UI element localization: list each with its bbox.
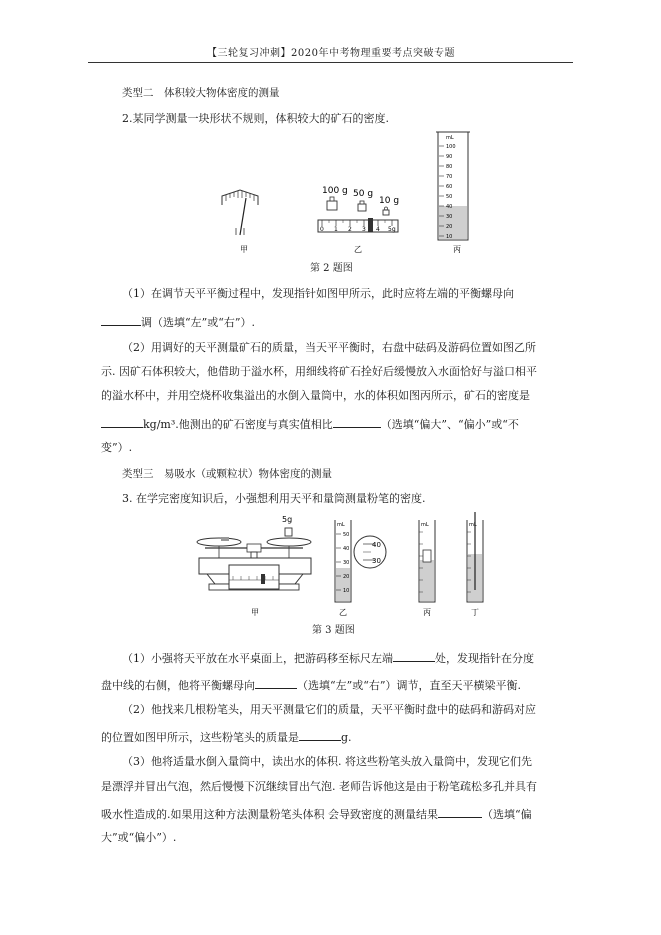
cyl2-tick-40: 40 (446, 204, 453, 210)
q2-part2-line4: kg/m³.他测出的矿石密度与真实值相比 （选填“偏大”、“偏小”或“不 (101, 416, 519, 432)
figure-2-weights-and-scale (318, 186, 399, 233)
figure-3-label-b: 乙 (339, 608, 347, 617)
scale-tick-1: 1 (334, 226, 338, 233)
q2-answer-blank-2[interactable] (101, 416, 143, 428)
cyl2-tick-60: 60 (446, 184, 453, 190)
mass-label-5g: 5g (282, 515, 293, 524)
cylb-tick-20: 20 (343, 574, 350, 580)
figure-2-dial (222, 190, 258, 235)
q3-answer-blank-1[interactable] (393, 650, 435, 662)
cyl-d-unit: mL (469, 522, 477, 528)
scale-tick-2: 2 (348, 226, 352, 233)
figure-2-label-a: 甲 (240, 245, 248, 254)
mass-label-100g: 100 g (322, 186, 348, 196)
q2-part1-line2: 调（选填“左”或“右”）. (101, 314, 255, 330)
scale-tick-5: 5g (388, 226, 396, 233)
q2-answer-blank-3[interactable] (333, 416, 381, 428)
header-rule (88, 62, 573, 63)
q3-part3-line1: （3）他将适量水倒入量筒中，读出水的体积. 将这些粉笔头放入量筒中，发现它们先 (122, 755, 532, 768)
cyl2-tick-70: 70 (446, 174, 453, 180)
figure-3 (185, 510, 505, 620)
scale-tick-4: 4 (376, 226, 380, 233)
page-header: 【三轮复习冲刺】2020年中考物理重要考点突破专题 (207, 48, 455, 59)
figure-2 (210, 130, 480, 255)
q2-part2-line2: 示. 因矿石体积较大，他借助于溢水杯，用细线将矿石拴好后缓慢放入水面恰好与溢口相平 (101, 365, 537, 378)
figure-3-label-c: 丙 (423, 608, 431, 617)
type2-heading: 类型二 体积较大物体密度的测量 (122, 87, 280, 99)
question-3-intro: 3. 在学完密度知识后，小强想利用天平和量筒测量粉笔的密度. (122, 492, 426, 505)
cyl2-tick-80: 80 (446, 164, 453, 170)
figure-3-label-d: 丁 (471, 608, 479, 617)
q3-answer-blank-2[interactable] (255, 677, 297, 689)
mass-label-50g: 50 g (353, 189, 374, 199)
q2-part2-line5: 变”）. (101, 441, 133, 454)
question-2-intro: 2.某同学测量一块形状不规则，体积较大的矿石的密度. (122, 112, 389, 125)
cyl2-tick-30: 30 (446, 214, 453, 220)
scale-tick-3: 3 (362, 226, 366, 233)
cyl2-tick-20: 20 (446, 224, 453, 230)
q3-part1-line1: （1）小强将天平放在水平桌面上，把游码移至标尺左端 处，发现指针在分度 (122, 652, 534, 665)
figure-2-caption: 第 2 题图 (310, 263, 353, 274)
q3-part2-line2: 的位置如图甲所示，这些粉笔头的质量是 g. (101, 731, 352, 744)
figure-2-label-c: 丙 (453, 245, 461, 254)
q3-answer-blank-3[interactable] (299, 729, 341, 741)
type3-heading: 类型三 易吸水（或颗粒状）物体密度的测量 (122, 468, 332, 480)
cylb-tick-40: 40 (343, 546, 350, 552)
cyl-b-unit: mL (337, 522, 345, 528)
cylb-tick-50: 50 (343, 532, 350, 538)
zoom-tick-30: 30 (372, 557, 381, 565)
mass-label-10g: 10 g (379, 196, 400, 206)
cyl2-tick-50: 50 (446, 194, 453, 200)
q3-part2-line1: （2）他找来几根粉笔头，用天平测量它们的质量，天平平衡时盘中的砝码和游码对应 (122, 703, 536, 716)
q2-answer-blank-1[interactable] (101, 314, 141, 326)
figure-3-cylinder-d (467, 512, 483, 602)
q3-part3-line2: 是漂浮并冒出气泡，然后慢慢下沉继续冒出气泡. 老师告诉他这是由于粉笔疏松多孔并具有 (101, 780, 537, 793)
figure-3-label-a: 甲 (251, 608, 259, 617)
cylb-tick-10: 10 (343, 588, 350, 594)
cylinder-unit: mL (446, 135, 454, 141)
figure-2-label-b: 乙 (354, 245, 362, 254)
figure-3-cylinder-b (335, 520, 386, 602)
cyl2-tick-90: 90 (446, 154, 453, 160)
q2-part2-line3: 的溢水杯中，并用空烧杯收集溢出的水倒入量筒中，水的体积如图丙所示，矿石的密度是 (101, 389, 530, 402)
scale-tick-0: 0 (320, 226, 324, 233)
figure-2-cylinder (436, 132, 470, 240)
q3-part1-line2: 盘中线的右侧，他将平衡螺母向 （选填“左”或“右”）调节，直至天平横梁平衡. (101, 679, 521, 692)
q3-answer-blank-4[interactable] (438, 806, 482, 818)
q2-part2-line1: （2）用调好的天平测量矿石的质量，当天平平衡时，右盘中砝码及游码位置如图乙所 (122, 341, 536, 354)
q3-part3-line3: 吸水性造成的.如果用这种方法测量粉笔头体积 会导致密度的测量结果 （选填“偏 (101, 808, 532, 821)
cylb-tick-30: 30 (343, 560, 350, 566)
q2-part1-line1: （1）在调节天平平衡过程中，发现指针如图甲所示，此时应将左端的平衡螺母向 (122, 287, 514, 300)
q3-part3-line4: 大”或“偏小”）. (101, 831, 177, 844)
figure-3-caption: 第 3 题图 (312, 625, 355, 636)
figure-3-balance (197, 515, 311, 590)
cyl2-tick-100: 100 (446, 144, 456, 150)
figure-3-cylinder-c (419, 520, 435, 602)
cyl2-tick-10: 10 (446, 234, 453, 240)
cyl-c-unit: mL (421, 522, 429, 528)
zoom-tick-40: 40 (372, 541, 381, 549)
